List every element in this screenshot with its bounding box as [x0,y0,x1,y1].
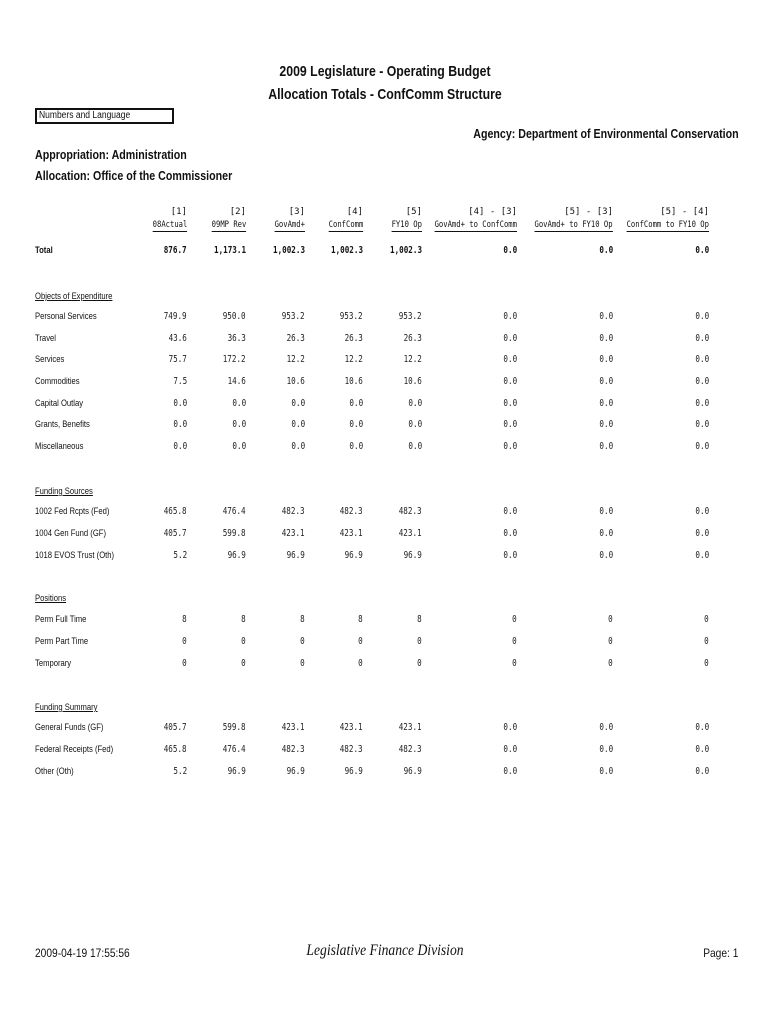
table-row [0,614,770,634]
table-cell: 0.0 [599,398,613,409]
table-cell: 0.0 [291,398,305,409]
table-cell: 8 [417,614,422,625]
table-cell: 0.0 [349,398,363,409]
column-label: ConfComm to FY10 Op [626,220,709,230]
table-row [0,506,770,526]
table-cell: 0 [182,658,187,669]
table-cell: 0.0 [695,528,709,539]
footer-page-number: Page: 1 [702,946,738,960]
table-cell: 0.0 [349,441,363,452]
table-cell: 0 [417,658,422,669]
table-cell: 96.9 [286,766,305,777]
table-cell: 0.0 [349,419,363,430]
table-cell: 0 [358,636,363,647]
allocation-label: Allocation: Office of the Commissioner [35,168,233,183]
table-cell: 950.0 [223,311,246,322]
table-cell: 0 [704,636,709,647]
table-cell: 482.3 [282,506,305,517]
table-cell: 0 [358,658,363,669]
table-cell: 0.0 [695,245,709,256]
table-cell: 0.0 [695,311,709,322]
table-cell: 96.9 [344,550,363,561]
table-cell: 0 [608,658,613,669]
table-cell: 423.1 [399,528,422,539]
table-cell: 0 [241,636,246,647]
table-cell: 953.2 [399,311,422,322]
table-cell: 0.0 [599,354,613,365]
table-cell: 953.2 [340,311,363,322]
column-header [414,205,517,232]
row-label: Capital Outlay [35,398,84,408]
table-cell: 0.0 [695,744,709,755]
column-number: [4] - [3] [468,207,517,217]
table-cell: 0.0 [599,506,613,517]
table-cell: 0.0 [599,333,613,344]
table-cell: 0.0 [695,354,709,365]
table-cell: 0.0 [503,398,517,409]
table-cell: 423.1 [282,722,305,733]
table-cell: 476.4 [223,506,246,517]
table-cell: 0.0 [599,245,613,256]
table-cell: 0 [241,658,246,669]
table-cell: 482.3 [340,744,363,755]
table-row [0,376,770,396]
table-cell: 0.0 [695,419,709,430]
table-cell: 0.0 [232,441,246,452]
table-row [0,333,770,353]
table-cell: 405.7 [164,528,187,539]
table-cell: 0.0 [695,506,709,517]
row-label: Miscellaneous [35,441,84,451]
table-row [0,398,770,418]
report-type-box [35,108,174,124]
column-number: [1] [170,207,187,217]
table-cell: 0.0 [503,722,517,733]
section-header-row [0,593,770,613]
table-cell: 0 [704,658,709,669]
table-cell: 96.9 [403,550,422,561]
table-cell: 465.8 [164,744,187,755]
table-cell: 8 [241,614,246,625]
table-cell: 0 [704,614,709,625]
table-cell: 0.0 [232,419,246,430]
row-label: Perm Full Time [35,614,87,624]
table-cell: 482.3 [282,744,305,755]
table-cell: 0.0 [503,506,517,517]
table-cell: 8 [300,614,305,625]
section-title: Funding Sources [35,486,93,496]
table-cell: 0.0 [599,550,613,561]
table-row [0,766,770,786]
table-cell: 482.3 [399,744,422,755]
table-cell: 953.2 [282,311,305,322]
table-cell: 96.9 [227,766,246,777]
table-cell: 0.0 [173,441,187,452]
table-cell: 0.0 [291,441,305,452]
appropriation-label: Appropriation: Administration [35,147,187,162]
table-row [0,311,770,331]
column-label: GovAmd+ to FY10 Op [534,220,613,230]
table-cell: 1,002.3 [389,245,422,256]
table-cell: 423.1 [340,528,363,539]
table-cell: 172.2 [223,354,246,365]
report-type-label: Numbers and Language [39,110,131,121]
table-cell: 0.0 [232,398,246,409]
table-row [0,744,770,764]
agency-label: Agency: Department of Environmental Conservation [473,126,739,141]
table-cell: 599.8 [223,528,246,539]
row-label: Commodities [35,376,80,386]
table-cell: 0.0 [695,550,709,561]
table-cell: 0.0 [503,441,517,452]
table-cell: 0.0 [599,376,613,387]
footer-timestamp: 2009-04-19 17:55:56 [35,946,130,960]
table-cell: 0.0 [695,441,709,452]
table-cell: 0.0 [408,419,422,430]
column-header [144,205,187,232]
table-cell: 0.0 [599,744,613,755]
table-cell: 14.6 [227,376,246,387]
table-cell: 482.3 [399,506,422,517]
row-label: General Funds (GF) [35,722,104,732]
table-cell: 0.0 [503,245,517,256]
footer-division: Legislative Finance Division [306,942,464,959]
table-cell: 1,002.3 [330,245,363,256]
table-cell: 0.0 [408,441,422,452]
row-label: 1004 Gen Fund (GF) [35,528,107,538]
table-cell: 12.2 [344,354,363,365]
table-row [0,528,770,548]
row-label: Travel [35,333,56,343]
table-cell: 0 [512,614,517,625]
table-cell: 423.1 [399,722,422,733]
table-cell: 12.2 [286,354,305,365]
table-cell: 0.0 [503,744,517,755]
section-title: Positions [35,593,67,603]
table-cell: 96.9 [286,550,305,561]
row-label: Services [35,354,65,364]
table-cell: 423.1 [340,722,363,733]
table-cell: 26.3 [286,333,305,344]
table-cell: 0 [417,636,422,647]
column-header [203,205,246,232]
column-number: [5] - [4] [660,207,709,217]
table-cell: 5.2 [173,766,187,777]
column-number: [4] [346,207,363,217]
table-row [0,636,770,656]
table-cell: 749.9 [164,311,187,322]
table-cell: 36.3 [227,333,246,344]
table-cell: 43.6 [168,333,187,344]
report-title: 2009 Legislature - Operating Budget [279,63,491,80]
table-cell: 0.0 [599,311,613,322]
table-cell: 7.5 [173,376,187,387]
section-title: Funding Summary [35,702,98,712]
table-cell: 476.4 [223,744,246,755]
column-header [320,205,363,232]
table-cell: 0.0 [503,550,517,561]
table-cell: 0.0 [503,376,517,387]
row-label: Temporary [35,658,72,668]
total-row [0,245,770,265]
table-cell: 96.9 [227,550,246,561]
table-cell: 465.8 [164,506,187,517]
table-cell: 0.0 [599,766,613,777]
table-row [0,550,770,570]
table-cell: 10.6 [403,376,422,387]
row-label: Personal Services [35,311,97,321]
report-subtitle: Allocation Totals - ConfComm Structure [268,86,502,103]
column-number: [2] [229,207,246,217]
table-cell: 1,002.3 [272,245,305,256]
table-cell: 75.7 [168,354,187,365]
table-cell: 0.0 [503,311,517,322]
column-label: FY10 Op [391,220,422,230]
table-cell: 10.6 [344,376,363,387]
table-cell: 0.0 [173,419,187,430]
row-label: Perm Part Time [35,636,89,646]
table-cell: 0.0 [503,766,517,777]
section-title: Objects of Expenditure [35,291,113,301]
section-header-row [0,486,770,506]
table-row [0,658,770,678]
table-cell: 423.1 [282,528,305,539]
row-label: Other (Oth) [35,766,74,776]
table-cell: 0.0 [408,398,422,409]
table-cell: 405.7 [164,722,187,733]
column-label: GovAmd+ [274,220,305,230]
section-header-row [0,702,770,722]
table-cell: 482.3 [340,506,363,517]
table-row [0,419,770,439]
column-number: [3] [288,207,305,217]
table-cell: 12.2 [403,354,422,365]
table-cell: 26.3 [344,333,363,344]
table-cell: 0 [608,614,613,625]
column-label: 08Actual [152,220,187,230]
table-cell: 0.0 [599,441,613,452]
section-header-row [0,291,770,311]
column-label: GovAmd+ to ConfComm [434,220,517,230]
table-cell: 0 [300,636,305,647]
table-cell: 599.8 [223,722,246,733]
table-cell: 8 [182,614,187,625]
table-cell: 8 [358,614,363,625]
table-cell: 0.0 [173,398,187,409]
column-label: 09MP Rev [211,220,246,230]
row-label: 1002 Fed Rcpts (Fed) [35,506,110,516]
table-cell: 0.0 [503,354,517,365]
table-cell: 26.3 [403,333,422,344]
table-cell: 0 [182,636,187,647]
column-header [267,205,305,232]
table-cell: 0.0 [599,722,613,733]
column-number: [5] [405,207,422,217]
row-label: Grants, Benefits [35,419,90,429]
table-cell: 0.0 [695,398,709,409]
row-label: 1018 EVOS Trust (Oth) [35,550,115,560]
table-cell: 10.6 [286,376,305,387]
table-cell: 0.0 [695,722,709,733]
table-cell: 0.0 [599,419,613,430]
column-label: ConfComm [328,220,363,230]
table-cell: 0.0 [695,376,709,387]
table-cell: 0.0 [599,528,613,539]
table-cell: 96.9 [403,766,422,777]
table-cell: 876.7 [164,245,187,256]
table-cell: 0.0 [503,333,517,344]
table-cell: 0.0 [503,528,517,539]
table-cell: 0.0 [291,419,305,430]
table-row [0,441,770,461]
column-number: [5] - [3] [564,207,613,217]
table-cell: 0.0 [695,766,709,777]
table-cell: 0 [300,658,305,669]
table-row [0,722,770,742]
table-cell: 0.0 [503,419,517,430]
table-cell: 0.0 [695,333,709,344]
table-row [0,354,770,374]
row-label: Total [35,245,53,255]
column-header [606,205,709,232]
table-cell: 0 [512,636,517,647]
table-cell: 1,173.1 [213,245,246,256]
column-header [515,205,613,232]
table-cell: 0 [512,658,517,669]
table-cell: 0 [608,636,613,647]
row-label: Federal Receipts (Fed) [35,744,114,754]
table-cell: 96.9 [344,766,363,777]
table-cell: 5.2 [173,550,187,561]
